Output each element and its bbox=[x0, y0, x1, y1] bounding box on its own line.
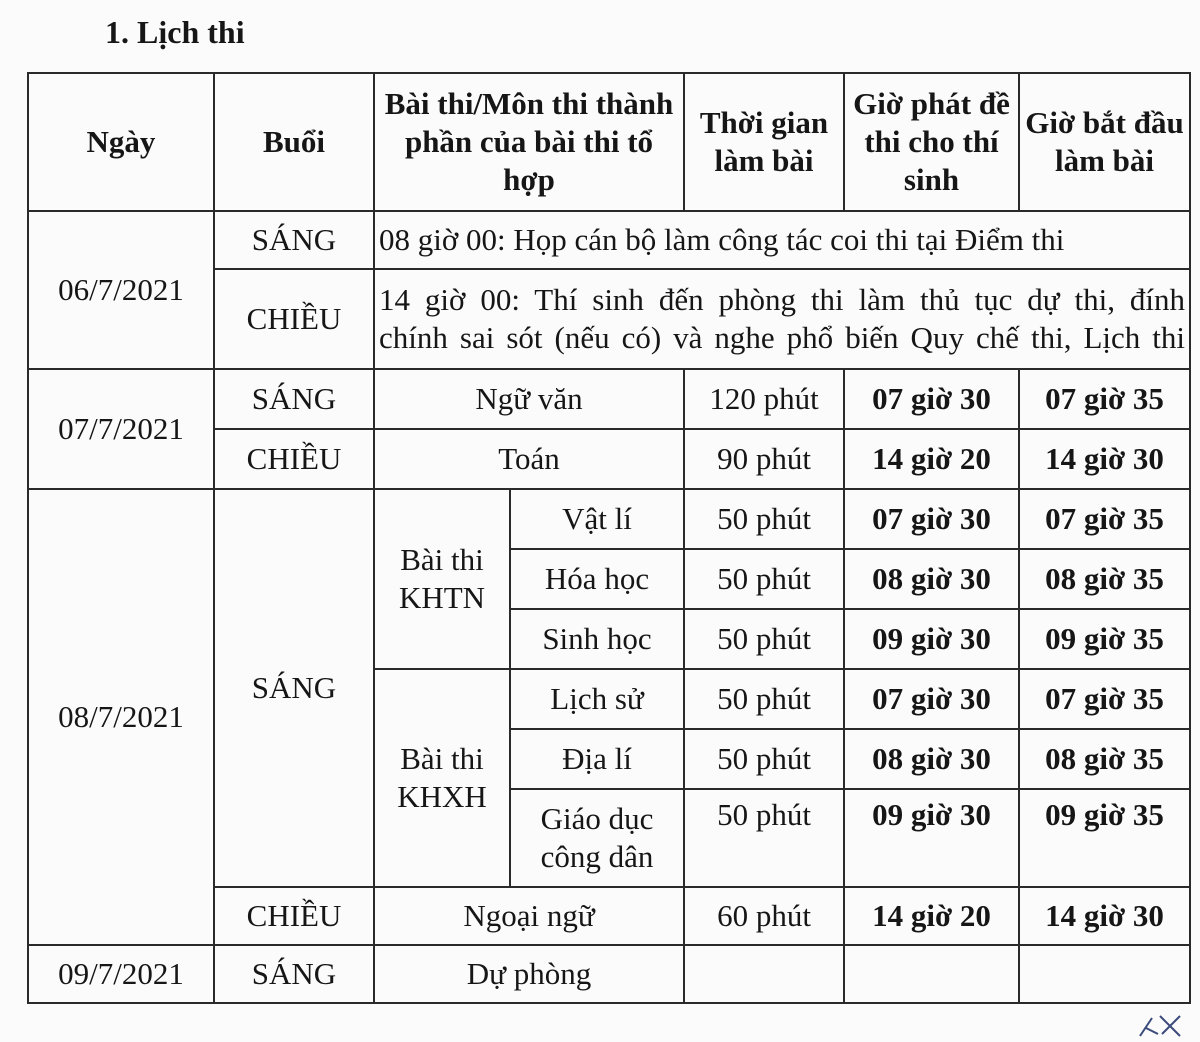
session-cell: CHIỀU bbox=[214, 269, 374, 369]
distribute-time-cell: 14 giờ 20 bbox=[844, 429, 1019, 489]
distribute-time-cell: 08 giờ 30 bbox=[844, 729, 1019, 789]
subject-cell: Địa lí bbox=[510, 729, 684, 789]
note-line: chính sai sót (nếu có) và nghe phổ biến Quy chế thi, Lịch thi bbox=[379, 320, 1185, 355]
table-row bbox=[28, 945, 1190, 1003]
distribute-time-cell: 07 giờ 30 bbox=[844, 369, 1019, 429]
duration-cell: 50 phút bbox=[684, 789, 844, 887]
distribute-time-cell bbox=[844, 945, 1019, 1003]
subject-cell: Vật lí bbox=[510, 489, 684, 549]
note-cell bbox=[374, 269, 1190, 369]
start-time-cell: 09 giờ 35 bbox=[1019, 789, 1190, 887]
session-cell: CHIỀU bbox=[214, 429, 374, 489]
duration-cell bbox=[684, 945, 844, 1003]
start-time-cell: 09 giờ 35 bbox=[1019, 609, 1190, 669]
duration-cell: 90 phút bbox=[684, 429, 844, 489]
header-row bbox=[28, 73, 1190, 211]
distribute-time-cell: 07 giờ 30 bbox=[844, 669, 1019, 729]
subject-cell: Hóa học bbox=[510, 549, 684, 609]
session-cell: CHIỀU bbox=[214, 887, 374, 945]
start-time-cell bbox=[1019, 945, 1190, 1003]
duration-cell: 120 phút bbox=[684, 369, 844, 429]
distribute-time-cell: 09 giờ 30 bbox=[844, 789, 1019, 887]
distribute-time-cell: 09 giờ 30 bbox=[844, 609, 1019, 669]
start-time-cell: 07 giờ 35 bbox=[1019, 669, 1190, 729]
header-start-time: Giờ bắt đầu làm bài bbox=[1019, 73, 1190, 211]
date-cell: 07/7/2021 bbox=[28, 369, 214, 489]
start-time-cell: 07 giờ 35 bbox=[1019, 369, 1190, 429]
subject-cell: Sinh học bbox=[510, 609, 684, 669]
session-cell: SÁNG bbox=[214, 369, 374, 429]
note-line: 14 giờ 00: Thí sinh đến phòng thi làm thủ tục dự thi, đính bbox=[379, 282, 1185, 318]
session-cell: SÁNG bbox=[214, 211, 374, 269]
subject-cell: Giáo dục công dân bbox=[510, 789, 684, 887]
start-time-cell: 08 giờ 35 bbox=[1019, 729, 1190, 789]
initials-mark bbox=[1136, 1010, 1186, 1038]
note-cell: 08 giờ 00: Họp cán bộ làm công tác coi thi tại Điểm thi bbox=[374, 211, 1190, 269]
date-cell: 06/7/2021 bbox=[28, 211, 214, 369]
duration-cell: 50 phút bbox=[684, 549, 844, 609]
start-time-cell: 14 giờ 30 bbox=[1019, 887, 1190, 945]
session-cell: SÁNG bbox=[214, 489, 374, 887]
exam-schedule-table bbox=[27, 72, 1191, 1004]
duration-cell: 60 phút bbox=[684, 887, 844, 945]
table-row bbox=[28, 211, 1190, 269]
table-row bbox=[28, 369, 1190, 429]
combined-exam-label: Bài thi KHTN bbox=[374, 489, 510, 669]
header-date: Ngày bbox=[28, 73, 214, 211]
table-row bbox=[28, 489, 1190, 549]
duration-cell: 50 phút bbox=[684, 489, 844, 549]
distribute-time-cell: 08 giờ 30 bbox=[844, 549, 1019, 609]
distribute-time-cell: 07 giờ 30 bbox=[844, 489, 1019, 549]
subject-cell: Ngữ văn bbox=[374, 369, 684, 429]
subject-cell: Toán bbox=[374, 429, 684, 489]
duration-cell: 50 phút bbox=[684, 669, 844, 729]
date-cell: 09/7/2021 bbox=[28, 945, 214, 1003]
distribute-time-cell: 14 giờ 20 bbox=[844, 887, 1019, 945]
header-duration: Thời gian làm bài bbox=[684, 73, 844, 211]
date-cell: 08/7/2021 bbox=[28, 489, 214, 945]
subject-cell: Lịch sử bbox=[510, 669, 684, 729]
subject-cell: Ngoại ngữ bbox=[374, 887, 684, 945]
start-time-cell: 14 giờ 30 bbox=[1019, 429, 1190, 489]
duration-cell: 50 phút bbox=[684, 729, 844, 789]
session-cell: SÁNG bbox=[214, 945, 374, 1003]
section-title: 1. Lịch thi bbox=[105, 14, 245, 50]
header-subject: Bài thi/Môn thi thành phần của bài thi tổ hợp bbox=[374, 73, 684, 211]
header-distribute-time: Giờ phát đề thi cho thí sinh bbox=[844, 73, 1019, 211]
subject-cell: Dự phòng bbox=[374, 945, 684, 1003]
start-time-cell: 07 giờ 35 bbox=[1019, 489, 1190, 549]
combined-exam-label: Bài thi KHXH bbox=[374, 669, 510, 887]
duration-cell: 50 phút bbox=[684, 609, 844, 669]
header-session: Buổi bbox=[214, 73, 374, 211]
start-time-cell: 08 giờ 35 bbox=[1019, 549, 1190, 609]
